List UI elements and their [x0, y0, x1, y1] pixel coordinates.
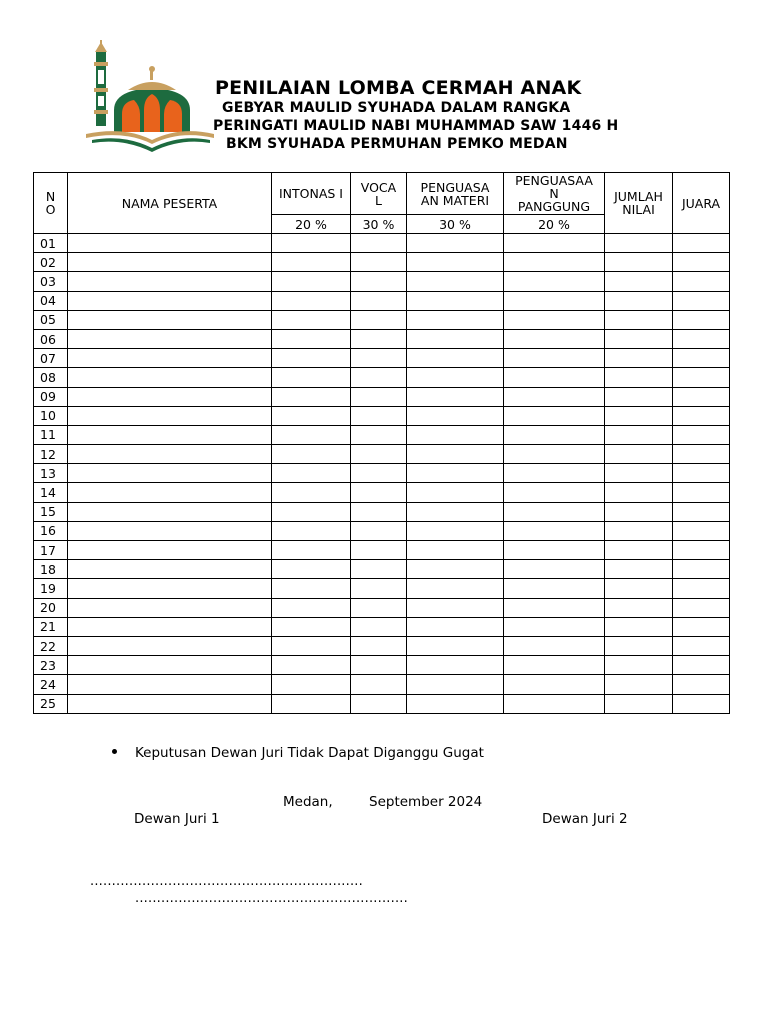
name-cell[interactable]	[68, 329, 272, 348]
intonasi-cell[interactable]	[272, 291, 351, 310]
note-bullet	[112, 745, 484, 761]
name-cell[interactable]	[68, 310, 272, 329]
jumlah-cell[interactable]	[605, 425, 673, 444]
materi-cell[interactable]	[407, 656, 504, 675]
panggung-cell[interactable]	[504, 521, 605, 540]
juara-cell[interactable]	[673, 234, 730, 253]
juara-cell[interactable]	[673, 329, 730, 348]
juara-cell[interactable]	[673, 541, 730, 560]
intonasi-cell[interactable]	[272, 234, 351, 253]
intonasi-cell[interactable]	[272, 521, 351, 540]
header-panggung: PENGUASAA N PANGGUNG	[504, 173, 605, 215]
table-row	[34, 656, 730, 675]
row-number: 20	[34, 598, 68, 617]
intonasi-cell[interactable]	[272, 502, 351, 521]
vocal-cell[interactable]	[351, 234, 407, 253]
score-table	[33, 172, 730, 714]
juara-cell[interactable]	[673, 368, 730, 387]
name-cell[interactable]	[68, 483, 272, 502]
juara-cell[interactable]	[673, 464, 730, 483]
panggung-cell[interactable]	[504, 406, 605, 425]
materi-cell[interactable]	[407, 579, 504, 598]
name-cell[interactable]	[68, 636, 272, 655]
vocal-cell[interactable]	[351, 579, 407, 598]
panggung-cell[interactable]	[504, 272, 605, 291]
materi-cell[interactable]	[407, 502, 504, 521]
name-cell[interactable]	[68, 521, 272, 540]
materi-cell[interactable]	[407, 349, 504, 368]
vocal-cell[interactable]	[351, 425, 407, 444]
table-row	[34, 387, 730, 406]
weight-materi: 30 %	[407, 215, 504, 234]
vocal-cell[interactable]	[351, 656, 407, 675]
table-row	[34, 636, 730, 655]
panggung-cell[interactable]	[504, 445, 605, 464]
name-cell[interactable]	[68, 368, 272, 387]
row-number: 02	[34, 253, 68, 272]
jumlah-cell[interactable]	[605, 310, 673, 329]
vocal-cell[interactable]	[351, 464, 407, 483]
signature-line-2: ...............................................................	[135, 891, 408, 906]
materi-cell[interactable]	[407, 234, 504, 253]
materi-cell[interactable]	[407, 368, 504, 387]
row-number: 08	[34, 368, 68, 387]
table-row	[34, 291, 730, 310]
juara-cell[interactable]	[673, 521, 730, 540]
intonasi-cell[interactable]	[272, 425, 351, 444]
note-text: Keputusan Dewan Juri Tidak Dapat Diganggu Gugat	[135, 745, 484, 761]
materi-cell[interactable]	[407, 310, 504, 329]
jumlah-cell[interactable]	[605, 272, 673, 291]
vocal-cell[interactable]	[351, 617, 407, 636]
weight-intonasi: 20 %	[272, 215, 351, 234]
intonasi-cell[interactable]	[272, 483, 351, 502]
vocal-cell[interactable]	[351, 387, 407, 406]
intonasi-cell[interactable]	[272, 310, 351, 329]
panggung-cell[interactable]	[504, 483, 605, 502]
header-materi: PENGUASA AN MATERI	[407, 173, 504, 215]
materi-cell[interactable]	[407, 617, 504, 636]
panggung-cell[interactable]	[504, 579, 605, 598]
materi-cell[interactable]	[407, 560, 504, 579]
table-row	[34, 560, 730, 579]
vocal-cell[interactable]	[351, 636, 407, 655]
row-number: 04	[34, 291, 68, 310]
juara-cell[interactable]	[673, 656, 730, 675]
table-row	[34, 617, 730, 636]
vocal-cell[interactable]	[351, 329, 407, 348]
vocal-cell[interactable]	[351, 521, 407, 540]
header-juara: JUARA	[673, 173, 730, 234]
name-cell[interactable]	[68, 291, 272, 310]
panggung-cell[interactable]	[504, 464, 605, 483]
name-cell[interactable]	[68, 387, 272, 406]
intonasi-cell[interactable]	[272, 445, 351, 464]
intonasi-cell[interactable]	[272, 387, 351, 406]
row-number: 25	[34, 694, 68, 713]
jumlah-cell[interactable]	[605, 636, 673, 655]
jumlah-cell[interactable]	[605, 445, 673, 464]
row-number: 23	[34, 656, 68, 675]
name-cell[interactable]	[68, 406, 272, 425]
intonasi-cell[interactable]	[272, 675, 351, 694]
juara-cell[interactable]	[673, 253, 730, 272]
juara-cell[interactable]	[673, 387, 730, 406]
panggung-cell[interactable]	[504, 560, 605, 579]
header-no: N O	[34, 173, 68, 234]
panggung-cell[interactable]	[504, 349, 605, 368]
jumlah-cell[interactable]	[605, 464, 673, 483]
jumlah-cell[interactable]	[605, 675, 673, 694]
table-row	[34, 675, 730, 694]
signature-line-1: ...............................................................	[90, 874, 363, 889]
row-number: 15	[34, 502, 68, 521]
panggung-cell[interactable]	[504, 502, 605, 521]
header-jumlah: JUMLAH NILAI	[605, 173, 673, 234]
name-cell[interactable]	[68, 560, 272, 579]
row-number: 13	[34, 464, 68, 483]
row-number: 21	[34, 617, 68, 636]
panggung-cell[interactable]	[504, 387, 605, 406]
vocal-cell[interactable]	[351, 406, 407, 425]
intonasi-cell[interactable]	[272, 656, 351, 675]
jumlah-cell[interactable]	[605, 579, 673, 598]
weight-vocal: 30 %	[351, 215, 407, 234]
name-cell[interactable]	[68, 349, 272, 368]
row-number: 22	[34, 636, 68, 655]
subtitle-line-3: BKM SYUHADA PERMUHAN PEMKO MEDAN	[226, 136, 568, 152]
intonasi-cell[interactable]	[272, 617, 351, 636]
materi-cell[interactable]	[407, 406, 504, 425]
juara-cell[interactable]	[673, 617, 730, 636]
materi-cell[interactable]	[407, 445, 504, 464]
intonasi-cell[interactable]	[272, 464, 351, 483]
materi-cell[interactable]	[407, 329, 504, 348]
juara-cell[interactable]	[673, 694, 730, 713]
jumlah-cell[interactable]	[605, 483, 673, 502]
name-cell[interactable]	[68, 694, 272, 713]
panggung-cell[interactable]	[504, 636, 605, 655]
mosque-logo-icon	[84, 40, 216, 156]
name-cell[interactable]	[68, 445, 272, 464]
jumlah-cell[interactable]	[605, 387, 673, 406]
jumlah-cell[interactable]	[605, 502, 673, 521]
panggung-cell[interactable]	[504, 694, 605, 713]
jumlah-cell[interactable]	[605, 406, 673, 425]
juara-cell[interactable]	[673, 272, 730, 291]
panggung-cell[interactable]	[504, 598, 605, 617]
jumlah-cell[interactable]	[605, 598, 673, 617]
table-row	[34, 406, 730, 425]
intonasi-cell[interactable]	[272, 541, 351, 560]
panggung-cell[interactable]	[504, 253, 605, 272]
panggung-cell[interactable]	[504, 541, 605, 560]
table-row	[34, 694, 730, 713]
jumlah-cell[interactable]	[605, 234, 673, 253]
row-number: 11	[34, 425, 68, 444]
jumlah-cell[interactable]	[605, 291, 673, 310]
panggung-cell[interactable]	[504, 656, 605, 675]
panggung-cell[interactable]	[504, 291, 605, 310]
juara-cell[interactable]	[673, 406, 730, 425]
vocal-cell[interactable]	[351, 694, 407, 713]
table-row	[34, 425, 730, 444]
panggung-cell[interactable]	[504, 425, 605, 444]
subtitle-line-2: PERINGATI MAULID NABI MUHAMMAD SAW 1446 H	[213, 118, 619, 134]
table-row	[34, 368, 730, 387]
name-cell[interactable]	[68, 541, 272, 560]
juara-cell[interactable]	[673, 483, 730, 502]
name-cell[interactable]	[68, 579, 272, 598]
row-number: 19	[34, 579, 68, 598]
materi-cell[interactable]	[407, 694, 504, 713]
name-cell[interactable]	[68, 464, 272, 483]
juara-cell[interactable]	[673, 675, 730, 694]
juara-cell[interactable]	[673, 425, 730, 444]
subtitle-line-1: GEBYAR MAULID SYUHADA DALAM RANGKA	[222, 100, 571, 116]
judge-1-label: Dewan Juri 1	[134, 811, 220, 827]
juara-cell[interactable]	[673, 445, 730, 464]
materi-cell[interactable]	[407, 541, 504, 560]
table-row	[34, 234, 730, 253]
intonasi-cell[interactable]	[272, 694, 351, 713]
vocal-cell[interactable]	[351, 291, 407, 310]
row-number: 12	[34, 445, 68, 464]
name-cell[interactable]	[68, 502, 272, 521]
header-name: NAMA PESERTA	[68, 173, 272, 234]
jumlah-cell[interactable]	[605, 617, 673, 636]
vocal-cell[interactable]	[351, 675, 407, 694]
jumlah-cell[interactable]	[605, 253, 673, 272]
name-cell[interactable]	[68, 425, 272, 444]
vocal-cell[interactable]	[351, 272, 407, 291]
juara-cell[interactable]	[673, 502, 730, 521]
jumlah-cell[interactable]	[605, 656, 673, 675]
table-row	[34, 329, 730, 348]
name-cell[interactable]	[68, 656, 272, 675]
intonasi-cell[interactable]	[272, 406, 351, 425]
intonasi-cell[interactable]	[272, 636, 351, 655]
row-number: 18	[34, 560, 68, 579]
juara-cell[interactable]	[673, 598, 730, 617]
judge-2-label: Dewan Juri 2	[542, 811, 628, 827]
table-row	[34, 464, 730, 483]
jumlah-cell[interactable]	[605, 521, 673, 540]
date-text: September 2024	[369, 794, 483, 810]
jumlah-cell[interactable]	[605, 368, 673, 387]
materi-cell[interactable]	[407, 675, 504, 694]
row-number: 03	[34, 272, 68, 291]
name-cell[interactable]	[68, 598, 272, 617]
table-row	[34, 272, 730, 291]
row-number: 01	[34, 234, 68, 253]
materi-cell[interactable]	[407, 483, 504, 502]
vocal-cell[interactable]	[351, 541, 407, 560]
row-number: 09	[34, 387, 68, 406]
weight-panggung: 20 %	[504, 215, 605, 234]
panggung-cell[interactable]	[504, 368, 605, 387]
jumlah-cell[interactable]	[605, 349, 673, 368]
vocal-cell[interactable]	[351, 445, 407, 464]
panggung-cell[interactable]	[504, 617, 605, 636]
table-row	[34, 598, 730, 617]
name-cell[interactable]	[68, 253, 272, 272]
materi-cell[interactable]	[407, 598, 504, 617]
jumlah-cell[interactable]	[605, 329, 673, 348]
place-text: Medan,	[283, 794, 333, 810]
jumlah-cell[interactable]	[605, 560, 673, 579]
intonasi-cell[interactable]	[272, 329, 351, 348]
row-number: 07	[34, 349, 68, 368]
panggung-cell[interactable]	[504, 675, 605, 694]
table-row	[34, 253, 730, 272]
materi-cell[interactable]	[407, 253, 504, 272]
jumlah-cell[interactable]	[605, 694, 673, 713]
intonasi-cell[interactable]	[272, 272, 351, 291]
table-row	[34, 349, 730, 368]
vocal-cell[interactable]	[351, 310, 407, 329]
materi-cell[interactable]	[407, 387, 504, 406]
materi-cell[interactable]	[407, 521, 504, 540]
materi-cell[interactable]	[407, 291, 504, 310]
row-number: 10	[34, 406, 68, 425]
juara-cell[interactable]	[673, 291, 730, 310]
name-cell[interactable]	[68, 675, 272, 694]
juara-cell[interactable]	[673, 349, 730, 368]
materi-cell[interactable]	[407, 272, 504, 291]
table-row	[34, 483, 730, 502]
page-title: PENILAIAN LOMBA CERMAH ANAK	[215, 77, 582, 99]
name-cell[interactable]	[68, 617, 272, 636]
bullet-dot-icon	[112, 749, 117, 754]
table-body	[34, 234, 730, 714]
materi-cell[interactable]	[407, 464, 504, 483]
table-row	[34, 502, 730, 521]
intonasi-cell[interactable]	[272, 579, 351, 598]
row-number: 24	[34, 675, 68, 694]
juara-cell[interactable]	[673, 310, 730, 329]
row-number: 05	[34, 310, 68, 329]
jumlah-cell[interactable]	[605, 541, 673, 560]
row-number: 17	[34, 541, 68, 560]
row-number: 06	[34, 329, 68, 348]
vocal-cell[interactable]	[351, 483, 407, 502]
row-number: 16	[34, 521, 68, 540]
juara-cell[interactable]	[673, 579, 730, 598]
materi-cell[interactable]	[407, 636, 504, 655]
panggung-cell[interactable]	[504, 234, 605, 253]
vocal-cell[interactable]	[351, 349, 407, 368]
vocal-cell[interactable]	[351, 502, 407, 521]
name-cell[interactable]	[68, 272, 272, 291]
header-vocal: VOCA L	[351, 173, 407, 215]
intonasi-cell[interactable]	[272, 598, 351, 617]
materi-cell[interactable]	[407, 425, 504, 444]
header-intonasi: INTONAS I	[272, 173, 351, 215]
vocal-cell[interactable]	[351, 253, 407, 272]
intonasi-cell[interactable]	[272, 368, 351, 387]
table-row	[34, 579, 730, 598]
vocal-cell[interactable]	[351, 560, 407, 579]
panggung-cell[interactable]	[504, 310, 605, 329]
name-cell[interactable]	[68, 234, 272, 253]
panggung-cell[interactable]	[504, 329, 605, 348]
table-row	[34, 521, 730, 540]
intonasi-cell[interactable]	[272, 560, 351, 579]
juara-cell[interactable]	[673, 636, 730, 655]
intonasi-cell[interactable]	[272, 253, 351, 272]
table-row	[34, 445, 730, 464]
juara-cell[interactable]	[673, 560, 730, 579]
vocal-cell[interactable]	[351, 368, 407, 387]
vocal-cell[interactable]	[351, 598, 407, 617]
table-row	[34, 541, 730, 560]
table-row	[34, 310, 730, 329]
intonasi-cell[interactable]	[272, 349, 351, 368]
row-number: 14	[34, 483, 68, 502]
